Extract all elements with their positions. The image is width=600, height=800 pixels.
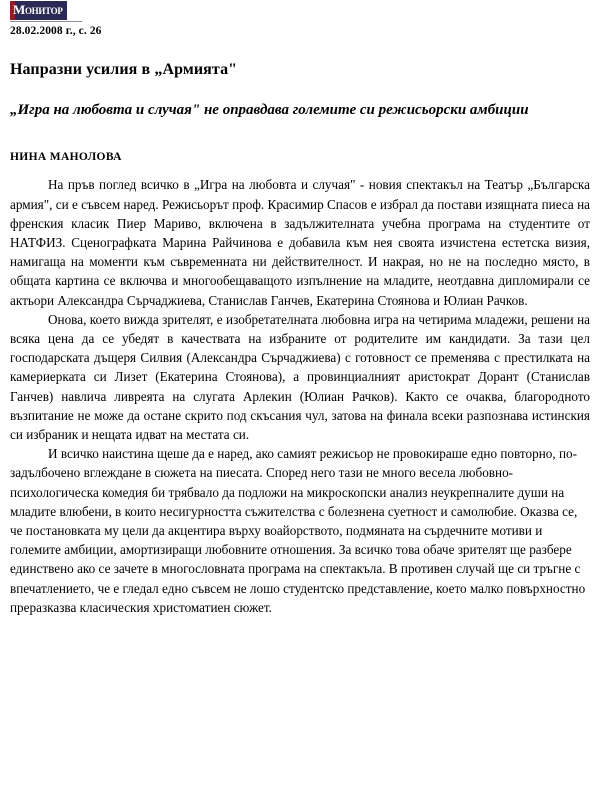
issue-date-page: 28.02.2008 г., с. 26 [10,25,102,37]
article-byline: НИНА МАНОЛОВА [10,151,122,164]
publication-logo [10,1,67,20]
article-subheadline: „Игра на любовта и случая" не оправдава големите си режисьорски амбиции [10,102,529,118]
article-paragraph: На пръв поглед всичко в „Игра на любовта и случая" - новия спектакъл на Театър „Българска армия", си е съвсем наред. Режисьорът проф. Красимир Спасов е избрал да постави изящната пиеса на френския класик Пиер Мариво, включена в задължителната учебна програма на студентите от НАТФИЗ. Сценографката Марина Райчинова е добавила към нея своята изчистена естетска визия, намигаща на моменти към съвременната ни действителност. И накрая, но не на последно място, в общата картина се включва и многообещаващото изпълнение на младите, неотдавна дипломирали се актьори Александра Сърчаджиева, Станислав Ганчев, Екатерина Стоянова и Юлиан Рачков. [10,177,590,308]
article-paragraph: И всичко наистина щеше да е наред, ако самият режисьор не провокираше едно повторно, по-задълбочено вглеждане в сюжета на пиесата. Според него тази не много весела любовно-психологическа комедия би трябвало да подложи на микроскопски анализ неукрепналите души на младите влюбени, в които несигурността съжителства с болезнена суетност и самолюбие. Оказва се, че постановката му цели да акцентира върху воайорството, подмяната на сърдечните мотиви и големите амбиции, амортизиращи любовните отношения. За всичко това обаче зрителят ще разбере единствено ако се зачете в многословната програма на спектакъла. В противен случай ще си тръгне с впечатлението, че е гледал едно съвсем не лошо студентско представление, което малко повърхностно преразказва класическия христоматиен сюжет. [10,446,586,615]
logo-underline-rule [10,21,82,22]
article-paragraph: Онова, което вижда зрителят, е изобретателната любовна игра на четирима младежи, решени на всяка цена да се убедят в качествата на избраните от родителите им кандидати. За тази цел господарската дъщеря Силвия (Александра Сърчаджиева) с готовност се пременява с престилката на камериерката си Лизет (Екатерина Стоянова), а провинциалният аристократ Дорант (Станислав Ганчев) навлича ливреята на слугата Арлекин (Юлиан Рачков). Както се очаква, благородното възпитание не може да остане скрито под скъсания чул, затова на финала всеки разпознава истинския си избраник и нещата идват на местата си. [10,311,590,442]
masthead [10,0,590,37]
article-body [10,175,590,617]
publication-name: Монитор [13,2,63,17]
article-headline: Напразни усилия в „Армията" [10,61,238,78]
